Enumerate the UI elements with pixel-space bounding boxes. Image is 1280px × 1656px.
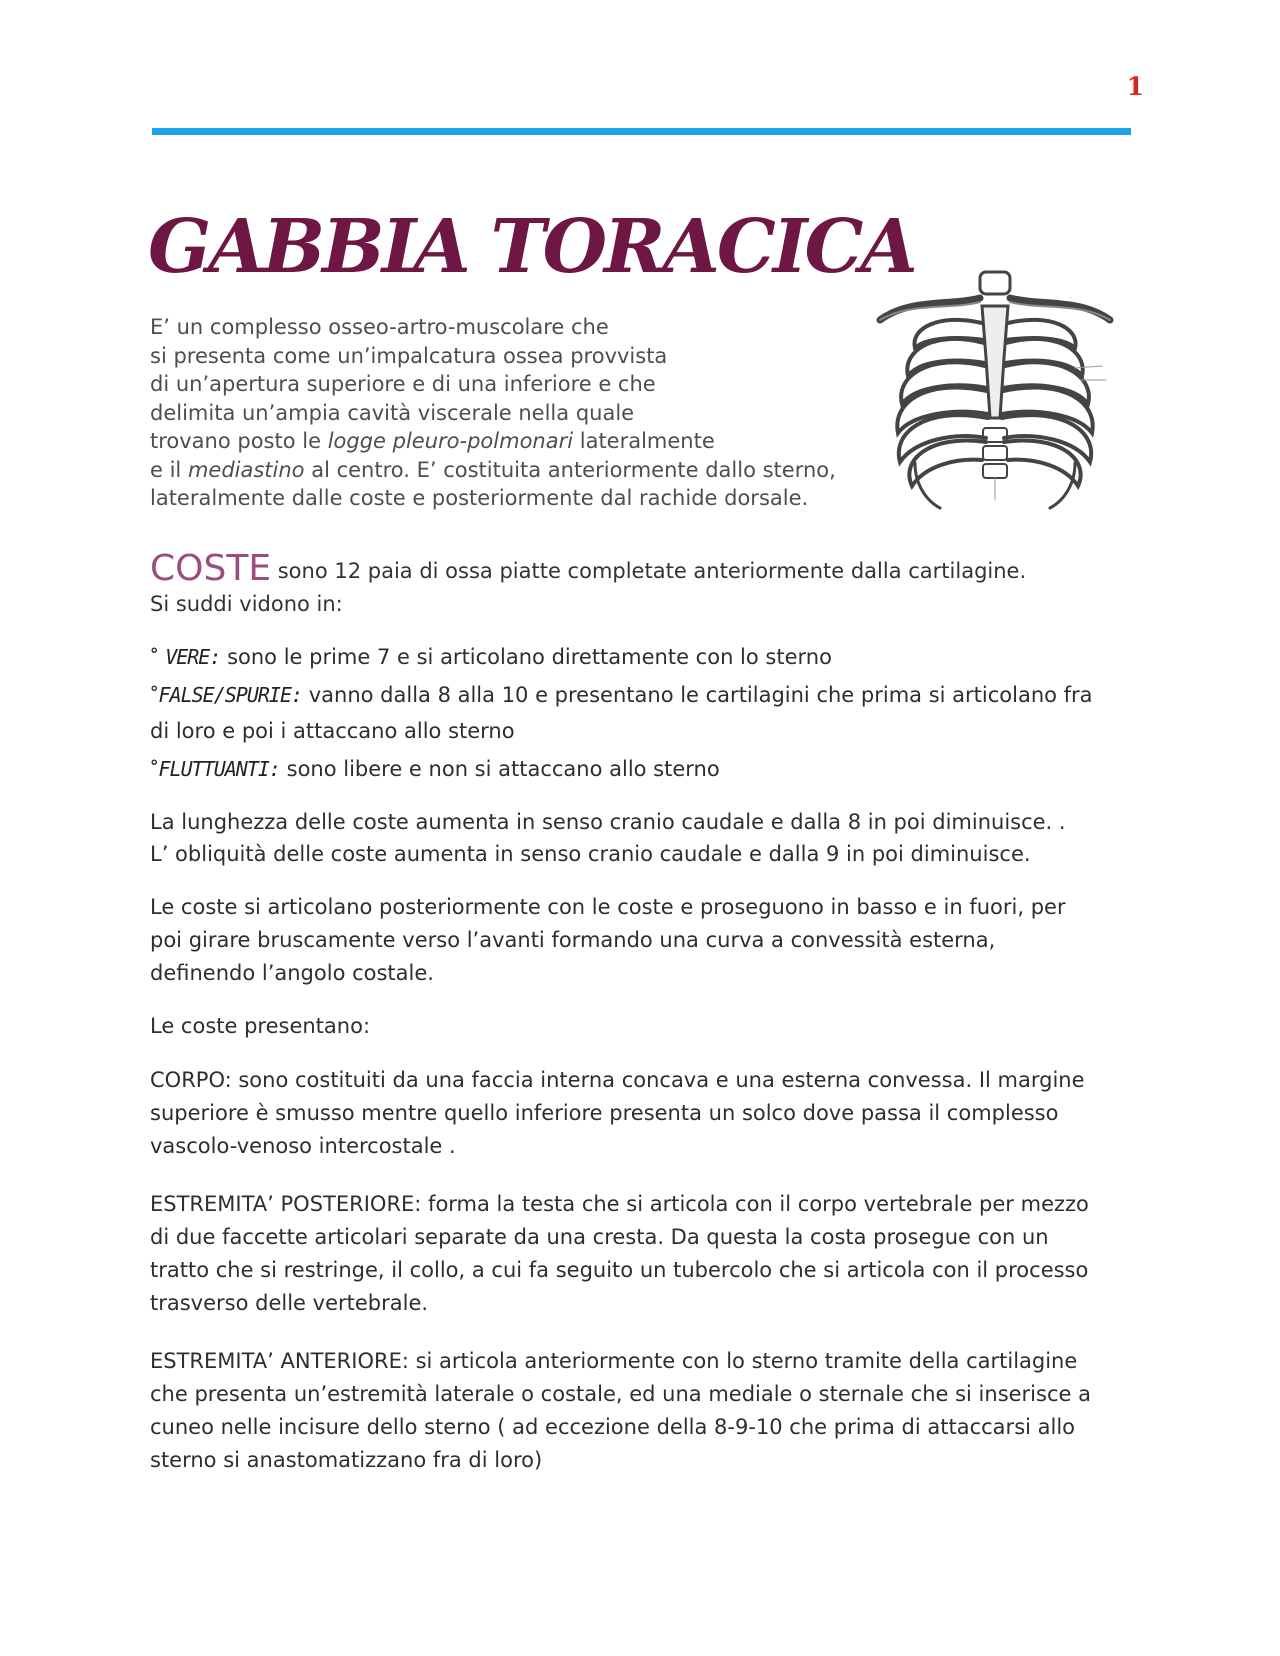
paragraph-corpo [150,1064,1140,1163]
list-text-continued: di loro e poi i attaccano allo sterno [150,719,515,743]
paragraph-line: tratto che si restringe, il collo, a cui fa seguito un tubercolo che si articola con il processo [150,1258,1089,1282]
intro-text: trovano posto le [150,429,328,453]
paragraph-line: sterno si anastomatizzano fra di loro) [150,1448,543,1472]
coste-subtitle: Si suddi vidono in: [150,592,343,616]
intro-line [150,427,870,456]
paragraph-estremita-anteriore [150,1345,1140,1477]
bullet-marker: ° [150,645,159,665]
list-text: sono libere e non si attaccano allo sterno [279,757,720,781]
intro-line: E’ un complesso osseo-artro-muscolare che [150,315,609,339]
paragraph-articulation [150,891,1140,990]
paragraph-line: La lunghezza delle coste aumenta in senso cranio caudale e dalla 8 in poi diminuisce. . [150,810,1066,834]
paragraph-line: che presenta un’estremità laterale o costale, ed una mediale o sternale che si inserisce a [150,1382,1091,1406]
bullet-marker: ° [150,757,159,777]
paragraph-line: trasverso delle vertebrale. [150,1291,429,1315]
intro-text: e il [150,457,188,482]
paragraph-estremita-posteriore [150,1188,1140,1320]
rib-types-list [150,637,1140,787]
paragraph-line: L’ obliquità delle coste aumenta in senso cranio caudale e dalla 9 in poi diminuisce. [150,842,1031,866]
paragraph-line: Le coste presentano: [150,1014,371,1038]
paragraph-line: definendo l’angolo costale. [150,961,434,985]
list-item [150,637,1140,675]
coste-text: sono 12 paia di ossa piatte completate anteriormente dalla cartilagine. [271,559,1027,583]
intro-line: lateralmente dalle coste e posteriormente dal rachide dorsale. [150,486,809,510]
list-term: FLUTTUANTI: [158,757,280,781]
page-title: GABBIA TORACICA [148,204,915,290]
paragraph-line: vascolo-venoso intercostale . [150,1134,456,1158]
intro-line [150,456,870,485]
bullet-marker: ° [150,683,159,703]
paragraph-length-obliquity [150,806,1140,870]
paragraph-line: CORPO: sono costituiti da una faccia interna concava e una esterna convessa. Il margine [150,1068,1085,1092]
list-text: sono le prime 7 e si articolano direttamente con lo sterno [220,645,832,669]
list-item [150,675,1140,713]
intro-emphasis: logge pleuro-polmonari [327,429,574,453]
paragraph-line: ESTREMITA’ ANTERIORE: si articola anteriormente con lo sterno tramite della cartilagine [150,1349,1078,1373]
list-term: FALSE/SPURIE: [158,683,303,707]
intro-text: al centro. E’ costituita anteriormente dallo sterno, [304,457,836,482]
intro-paragraph [150,313,870,513]
paragraph-line: di due faccette articolari separate da una cresta. Da questa la costa prosegue con un [150,1225,1049,1249]
intro-text: lateralmente [573,429,715,453]
paragraph-line: poi girare bruscamente verso l’avanti formando una curva a convessità esterna, [150,928,996,952]
paragraph-line: Le coste si articolano posteriormente con le coste e proseguono in basso e in fuori, per [150,895,1066,919]
list-text: vanno dalla 8 alla 10 e presentano le cartilagini che prima si articolano fra [302,683,1093,707]
list-term: VERE: [165,645,221,669]
header-rule [152,128,1131,135]
coste-heading: COSTE [150,548,272,589]
page-number: 1 [1126,72,1144,101]
paragraph-line: cuneo nelle incisure dello sterno ( ad eccezione della 8-9-10 che prima di attaccarsi allo [150,1415,1076,1439]
intro-line: si presenta come un’impalcatura ossea provvista [150,343,668,368]
paragraph-line: superiore è smusso mentre quello inferiore presenta un solco dove passa il complesso [150,1101,1059,1125]
paragraph-presentano [150,1010,1140,1043]
paragraph-line: ESTREMITA’ POSTERIORE: forma la testa che si articola con il corpo vertebrale per mezzo [150,1192,1089,1216]
coste-line [150,548,1026,589]
list-item [150,749,1140,787]
rib-cage-illustration [870,268,1120,518]
intro-line: di un’apertura superiore e di una inferiore e che [150,372,656,396]
intro-line: delimita un’ampia cavità viscerale nella quale [150,400,635,425]
intro-emphasis: mediastino [187,457,305,482]
